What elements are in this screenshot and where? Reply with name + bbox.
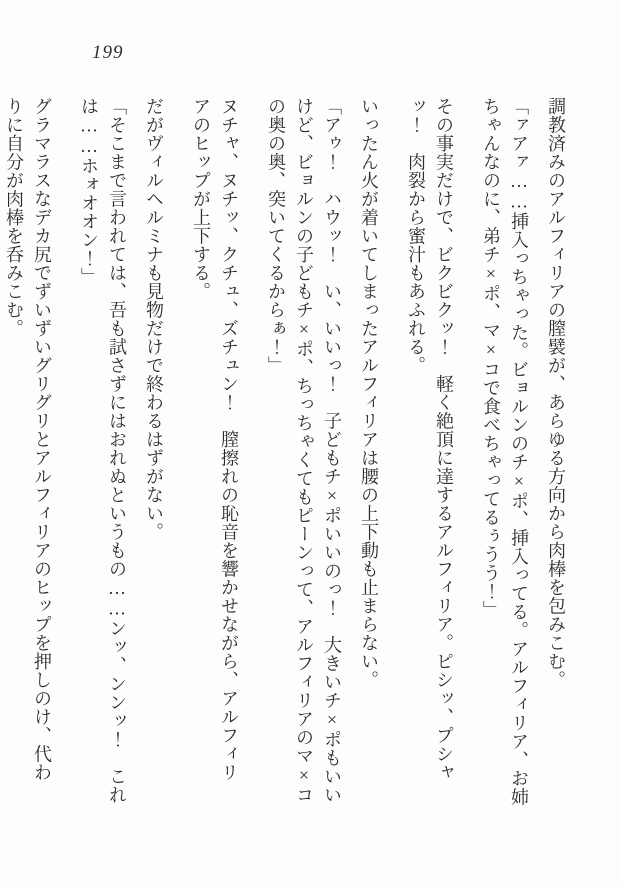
text-line: 「アゥ！ ハウッ！ い、いいっ！ 子どもチ×ポいいのっ！ 大きいチ×ポもいい (322, 97, 342, 804)
text-line: いったん火が着いてしまったアルフィリアは腰の上下動も止まらない。 (359, 97, 379, 689)
text-line: ッ！ 肉裂から蜜汁もあふれる。 (406, 97, 426, 375)
text-line: りに自分が肉棒を呑みこむ。 (4, 97, 24, 338)
text-line: 「そこまで言われては、吾も試さずにはおれぬというもの……ンッ、ンンッ！ これ (107, 97, 127, 804)
body-text (0, 97, 570, 805)
text-line: 調教済みのアルフィリアの膣襞が、あらゆる方向から肉棒を包みこむ。 (546, 97, 566, 689)
text-line: グラマラスなデカ尻でずいずいグリグリとアルフィリアのヒップを押しのけ、代わ (32, 97, 52, 782)
text-line: その事実だけで、ビクビクッ！ 軽く絶頂に達するアルフィリア。ピシッ、プシャ (434, 97, 454, 782)
page-number: 199 (92, 42, 124, 63)
text-line: は……ホォオオン！」 (79, 97, 99, 286)
text-line: ちゃんなのに、弟チ×ポ、マ×コで食べちゃってるぅうう！」 (481, 97, 501, 619)
text-line: 「ァアァ……挿入っちゃった。ビョルンのチ×ポ、挿入ってる。アルフィリア、お姉 (509, 97, 529, 806)
text-line: けど、ビョルンの子どもチ×ポ、ちっちゃくてもピーンって、アルフィリアのマ×コ (294, 97, 314, 804)
text-line: だがヴィルヘルミナも見物だけで終わるはずがない。 (144, 97, 164, 541)
text-line: の奥の奥、突いてくるからぁ！」 (266, 97, 286, 375)
text-line: アのヒップが上下する。 (191, 97, 211, 301)
text-line: ヌチャ、ヌチッ、クチュ、ズチュン！ 膣擦れの恥音を響かせながら、アルフィリ (219, 97, 239, 782)
